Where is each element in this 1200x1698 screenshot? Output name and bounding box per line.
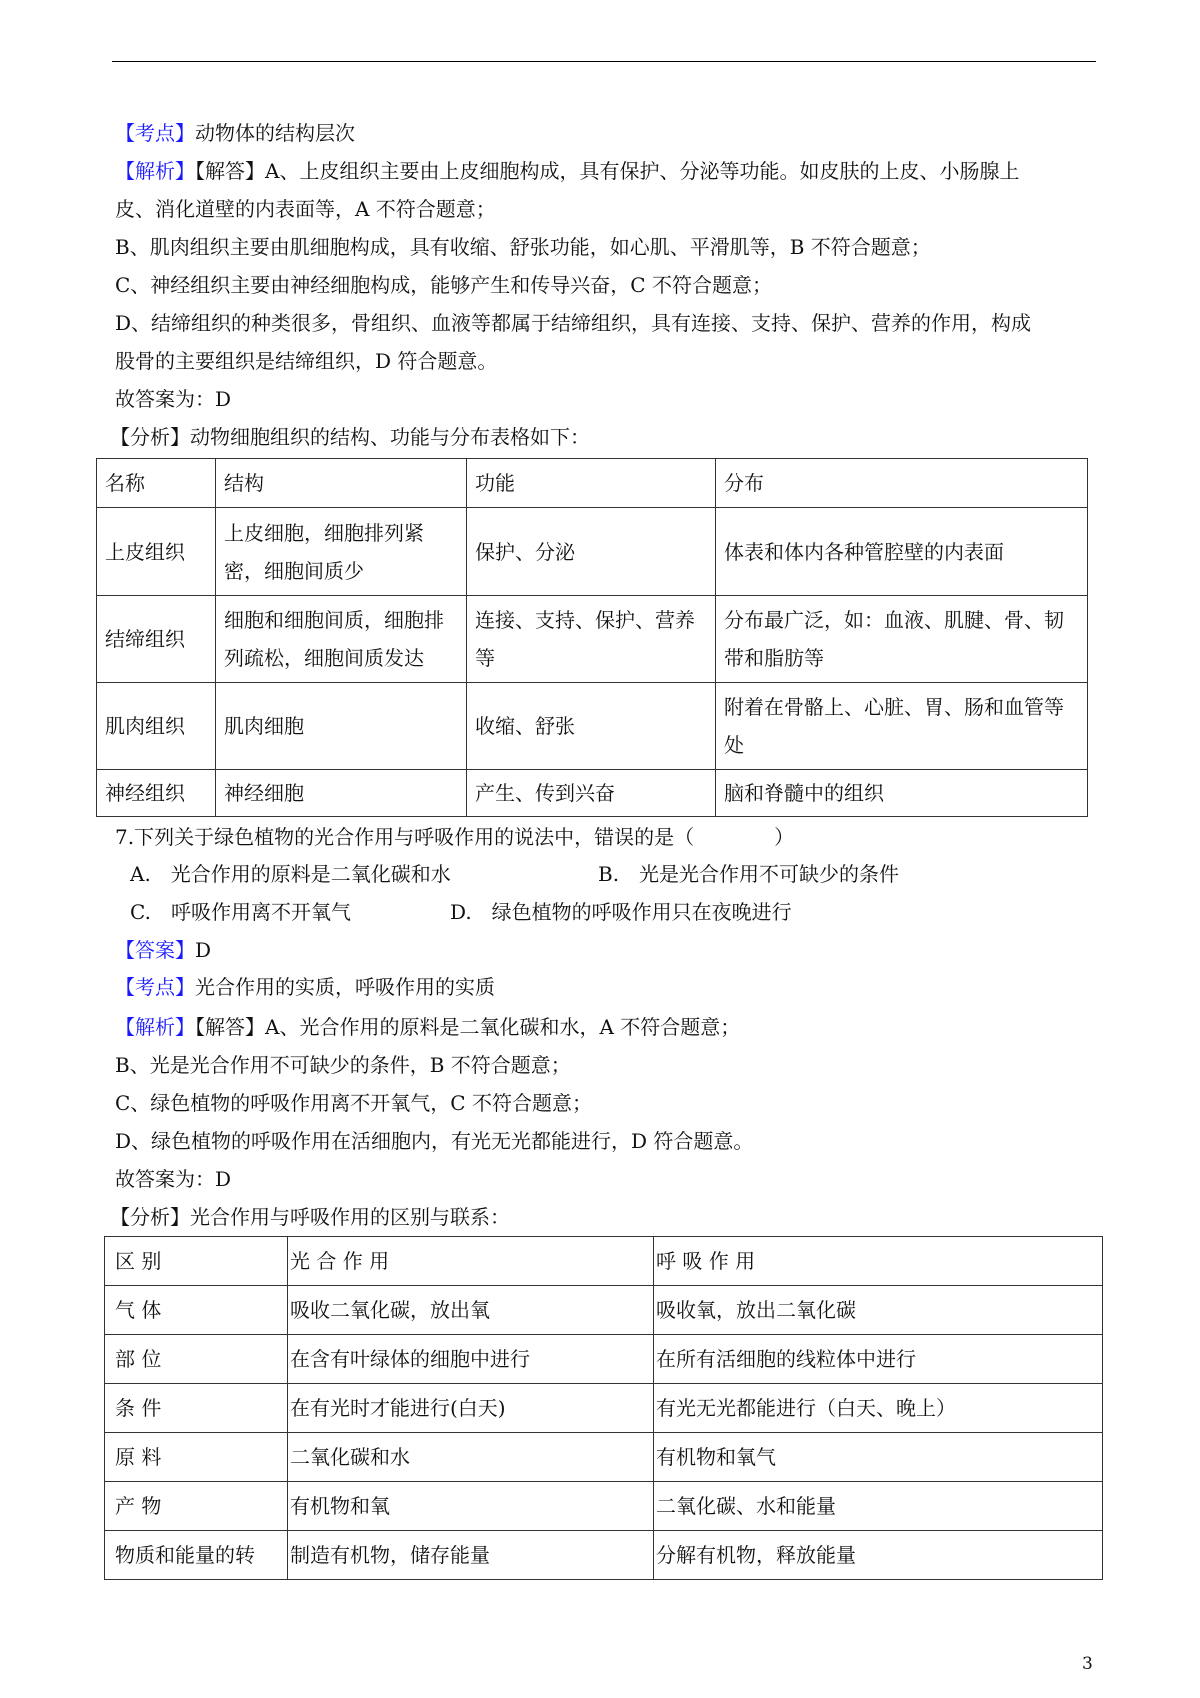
q7-question: 7.下列关于绿色植物的光合作用与呼吸作用的说法中，错误的是（ ） (115, 825, 795, 849)
table-row (105, 1384, 1103, 1433)
table-cell: 附着在骨骼上、心脏、胃、肠和血管等处 (716, 683, 1088, 770)
q7-option-a: A. 光合作用的原料是二氧化碳和水 (130, 862, 451, 886)
table-cell: 上皮细胞，细胞排列紧密，细胞间质少 (216, 508, 467, 596)
q7-jiexi-line: B、光是光合作用不可缺少的条件，B 不符合题意； (115, 1053, 571, 1077)
table-row (97, 596, 1088, 683)
table-cell: 物质和能量的转 (105, 1531, 288, 1580)
jiexi-text: 【解答】A、光合作用的原料是二氧化碳和水，A 不符合题意； (195, 1015, 741, 1039)
q7-answer (115, 938, 211, 962)
q6-jiexi-line: 皮、消化道壁的内表面等，A 不符合题意； (115, 197, 496, 221)
table-row (105, 1286, 1103, 1335)
table-row (97, 683, 1088, 770)
kaodian-tag: 【考点】 (115, 975, 195, 999)
table-cell: 神经细胞 (216, 770, 467, 817)
q7-jiexi-line: C、绿色植物的呼吸作用离不开氧气，C 不符合题意； (115, 1091, 592, 1115)
q7-kaodian (115, 975, 495, 999)
table-cell: 有机物和氧 (288, 1482, 654, 1531)
table-cell: 部 位 (105, 1335, 288, 1384)
header-rule (112, 61, 1096, 62)
table-cell: 产 物 (105, 1482, 288, 1531)
q7-option-c: C. 呼吸作用离不开氧气 (130, 900, 351, 924)
table-cell: 在含有叶绿体的细胞中进行 (288, 1335, 654, 1384)
table-cell: 吸收二氧化碳，放出氧 (288, 1286, 654, 1335)
table-cell: 条 件 (105, 1384, 288, 1433)
tissue-table (96, 458, 1088, 817)
q7-option-d: D. 绿色植物的呼吸作用只在夜晚进行 (450, 900, 792, 924)
q6-jiexi-line (115, 159, 1019, 183)
q6-jiexi-line: 股骨的主要组织是结缔组织，D 符合题意。 (115, 349, 498, 373)
table-cell: 吸收氧，放出二氧化碳 (654, 1286, 1103, 1335)
table-cell: 二氧化碳、水和能量 (654, 1482, 1103, 1531)
table-cell: 保护、分泌 (467, 508, 716, 596)
kaodian-tag: 【考点】 (115, 121, 195, 145)
table-cell: 二氧化碳和水 (288, 1433, 654, 1482)
table-cell: 有光无光都能进行（白天、晚上） (654, 1384, 1103, 1433)
table-cell: 有机物和氧气 (654, 1433, 1103, 1482)
table-cell: 收缩、舒张 (467, 683, 716, 770)
q7-fenxi-line: 【分析】光合作用与呼吸作用的区别与联系： (110, 1205, 510, 1229)
table-row (97, 508, 1088, 596)
q6-answer-line: 故答案为：D (115, 387, 232, 411)
table-cell: 在所有活细胞的线粒体中进行 (654, 1335, 1103, 1384)
header-cell: 区 别 (105, 1237, 288, 1286)
answer-tag: 【答案】 (115, 938, 195, 962)
table-cell: 产生、传到兴奋 (467, 770, 716, 817)
header-cell: 功能 (467, 459, 716, 508)
table-cell: 神经组织 (97, 770, 216, 817)
table-header-row (105, 1237, 1103, 1286)
header-cell: 结构 (216, 459, 467, 508)
q6-kaodian (115, 121, 355, 145)
q7-jiexi-line (115, 1015, 740, 1039)
table-cell: 分布最广泛，如：血液、肌腱、骨、韧带和脂肪等 (716, 596, 1088, 683)
table-cell: 细胞和细胞间质，细胞排列疏松，细胞间质发达 (216, 596, 467, 683)
q6-jiexi-line: D、结缔组织的种类很多，骨组织、血液等都属于结缔组织，具有连接、支持、保护、营养的作用，构成 (115, 311, 1032, 335)
answer-text: D (195, 938, 212, 962)
jiexi-tag: 【解析】 (115, 1015, 195, 1039)
table-cell: 上皮组织 (97, 508, 216, 596)
table-row (105, 1335, 1103, 1384)
table-cell: 肌肉组织 (97, 683, 216, 770)
header-cell: 名称 (97, 459, 216, 508)
table-cell: 分解有机物，释放能量 (654, 1531, 1103, 1580)
table-cell: 原 料 (105, 1433, 288, 1482)
header-cell: 光 合 作 用 (288, 1237, 654, 1286)
header-cell: 呼 吸 作 用 (654, 1237, 1103, 1286)
comparison-table (104, 1236, 1103, 1580)
table-cell: 连接、支持、保护、营养等 (467, 596, 716, 683)
page-number: 3 (1082, 1654, 1093, 1674)
table-cell: 肌肉细胞 (216, 683, 467, 770)
table-cell: 结缔组织 (97, 596, 216, 683)
kaodian-text: 动物体的结构层次 (195, 121, 355, 145)
kaodian-text: 光合作用的实质，呼吸作用的实质 (195, 975, 495, 999)
table-cell: 气 体 (105, 1286, 288, 1335)
table-cell: 体表和体内各种管腔壁的内表面 (716, 508, 1088, 596)
table-row (97, 770, 1088, 817)
table-row (105, 1531, 1103, 1580)
table-row (105, 1482, 1103, 1531)
jiexi-text: 【解答】A、上皮组织主要由上皮细胞构成，具有保护、分泌等功能。如皮肤的上皮、小肠腺上 (195, 159, 1020, 183)
jiexi-tag: 【解析】 (115, 159, 195, 183)
table-header-row (97, 459, 1088, 508)
header-cell: 分布 (716, 459, 1088, 508)
table-cell: 脑和脊髓中的组织 (716, 770, 1088, 817)
q6-jiexi-line: C、神经组织主要由神经细胞构成，能够产生和传导兴奋，C 不符合题意； (115, 273, 772, 297)
q7-answer-line: 故答案为：D (115, 1167, 232, 1191)
q7-jiexi-line: D、绿色植物的呼吸作用在活细胞内，有光无光都能进行，D 符合题意。 (115, 1129, 754, 1153)
q6-fenxi-line: 【分析】动物细胞组织的结构、功能与分布表格如下： (110, 425, 590, 449)
q7-option-b: B. 光是光合作用不可缺少的条件 (598, 862, 900, 886)
table-cell: 制造有机物，储存能量 (288, 1531, 654, 1580)
table-row (105, 1433, 1103, 1482)
q6-jiexi-line: B、肌肉组织主要由肌细胞构成，具有收缩、舒张功能，如心肌、平滑肌等，B 不符合题意； (115, 235, 931, 259)
table-cell: 在有光时才能进行(白天) (288, 1384, 654, 1433)
